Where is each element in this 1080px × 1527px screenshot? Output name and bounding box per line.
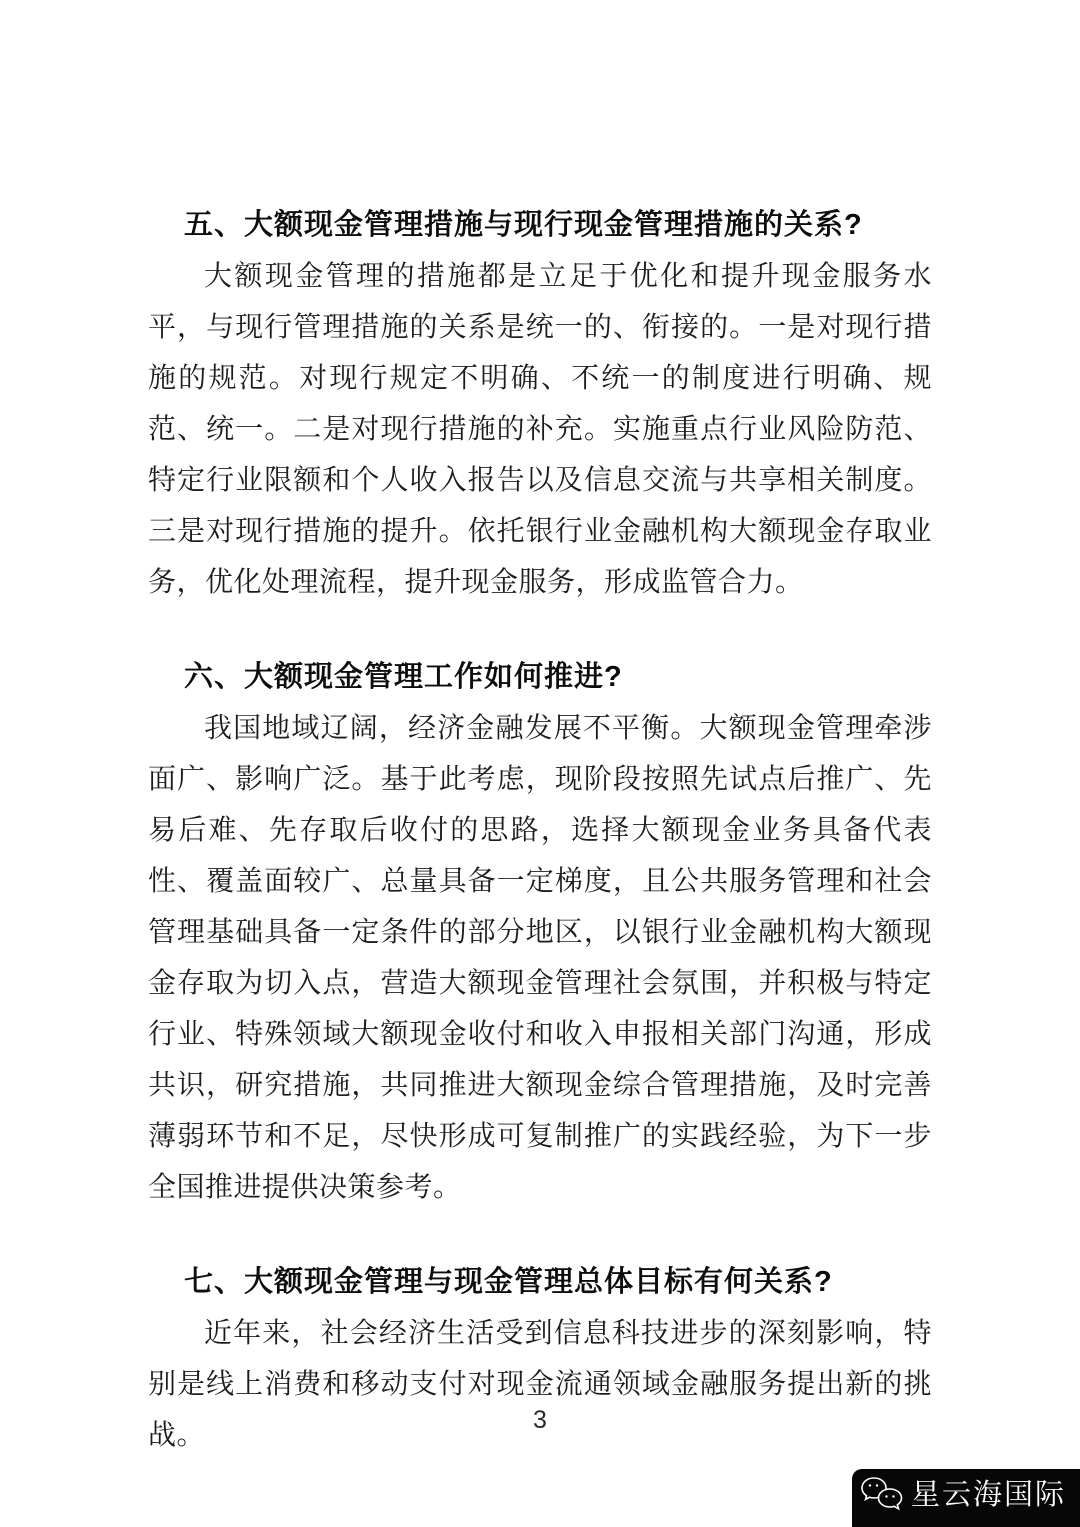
section-5-heading: 五、大额现金管理措施与现行现金管理措施的关系? <box>184 209 863 241</box>
page-number: 3 <box>533 1406 547 1434</box>
section-7-body: 近年来，社会经济生活受到信息科技进步的深刻影响，特别是线上消费和移动支付对现金流通领域金融服务提出新的挑战。 <box>148 1318 932 1451</box>
chat-bubbles-logo-icon <box>860 1475 904 1515</box>
section-6-heading: 六、大额现金管理工作如何推进? <box>184 661 623 693</box>
section-6-body: 我国地域辽阔，经济金融发展不平衡。大额现金管理牵涉面广、影响广泛。基于此考虑，现阶段按照先试点后推广、先易后难、先存取后收付的思路，选择大额现金业务具备代表性、覆盖面较广、总量具备一定梯度，且公共服务管理和社会管理基础具备一定条件的部分地区，以银行业金融机构大额现金存取为切入点，营造大额现金管理社会氛围，并积极与特定行业、特殊领域大额现金收付和收入申报相关部门沟通，形成共识，研究措施，共同推进大额现金综合管理措施，及时完善薄弱环节和不足，尽快形成可复制推广的实践经验，为下一步全国推进提供决策参考。 <box>148 713 932 1203</box>
document-content <box>148 200 932 1461</box>
section-5-body: 大额现金管理的措施都是立足于优化和提升现金服务水平，与现行管理措施的关系是统一的、衔接的。一是对现行措施的规范。对现行规定不明确、不统一的制度进行明确、规范、统一。二是对现行措施的补充。实施重点行业风险防范、特定行业限额和个人收入报告以及信息交流与共享相关制度。三是对现行措施的提升。依托银行业金融机构大额现金存取业务，优化处理流程，提升现金服务，形成监管合力。 <box>148 261 932 598</box>
watermark-label: 星云海国际 <box>911 1479 1067 1511</box>
watermark-badge <box>852 1469 1080 1527</box>
section-6 <box>148 652 932 1213</box>
section-7-heading: 七、大额现金管理与现金管理总体目标有何关系? <box>184 1266 833 1298</box>
section-5 <box>148 200 932 608</box>
